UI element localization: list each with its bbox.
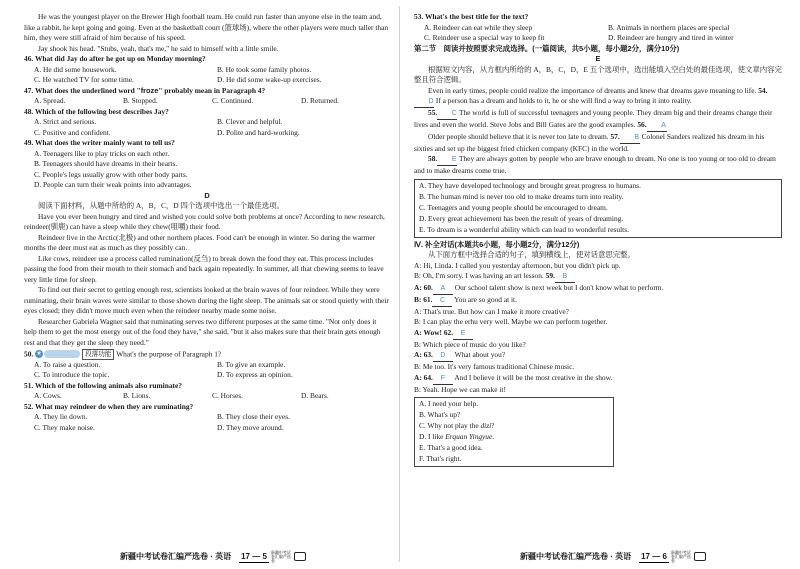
blank-number: A: 63. bbox=[414, 350, 433, 360]
text: . bbox=[492, 432, 495, 442]
passage-e-paragraph bbox=[414, 108, 782, 132]
answer-61[interactable]: C bbox=[432, 296, 452, 307]
option[interactable]: D. They move around. bbox=[217, 422, 284, 432]
options-box-e bbox=[414, 179, 782, 238]
blank-number: A: Wow! 62. bbox=[414, 328, 454, 337]
star-icon: ★ bbox=[36, 351, 42, 358]
option[interactable]: C. He watched TV for some time. bbox=[34, 75, 134, 85]
option[interactable]: B. Lions. bbox=[123, 391, 151, 401]
text: Colonel Sanders realized his dream in his sixties and set up the biggest fried chicken company (KFC) in the world. bbox=[414, 131, 765, 153]
question-50 bbox=[24, 349, 390, 360]
footer-title: 新疆中考试卷汇编严选卷 · 英语 bbox=[120, 552, 232, 562]
box-option: C. Teenagers and young people should be encouraged to dream. bbox=[419, 202, 608, 212]
options-box-dialogue bbox=[414, 397, 614, 467]
answer-58[interactable]: E bbox=[437, 155, 457, 166]
blank-number: 57. bbox=[610, 131, 620, 141]
answer-64[interactable]: F bbox=[433, 374, 453, 385]
question-48-options bbox=[24, 117, 390, 128]
question-53: 53. What's the best title for the text? bbox=[414, 12, 529, 21]
badge-label: 段落功能 bbox=[82, 349, 114, 360]
option[interactable]: D. He did some wake-up exercises. bbox=[217, 75, 322, 85]
section-4-heading: Ⅳ. 补全对话(本题共6小题，每小题2分，满分12分) bbox=[414, 239, 580, 249]
passage-c-paragraph: He was the youngest player on the Brewer High football team. He could run faster than anyone else in the team and, like a rabbit, he kept going and going. Even at the basketball court (篮球场), where the other players were much taller than him, they were still afraid of him because of his speed. bbox=[24, 12, 389, 43]
question-47 bbox=[24, 86, 390, 97]
dialogue-line bbox=[414, 271, 782, 283]
dialogue-line: B: Which piece of music do you like? bbox=[414, 339, 526, 349]
option[interactable]: B. Teenagers should have dreams in their hearts. bbox=[34, 159, 178, 169]
question-50-text: What's the purpose of Paragraph 1? bbox=[116, 348, 222, 358]
text: Erquan Yingyue bbox=[445, 432, 493, 442]
dialogue-line bbox=[414, 295, 782, 307]
box-option bbox=[419, 421, 609, 432]
dialogue-line: B: Yeah. Hope we can make it! bbox=[414, 384, 506, 394]
question-type-badge bbox=[35, 349, 114, 360]
footer-mini-text: 新疆中考试卷汇编严选卷 bbox=[270, 549, 291, 563]
dialogue-line: B: Me too. It's very famous traditional Chinese music. bbox=[414, 362, 575, 372]
passage-d-paragraph: Reindeer live in the Arctic(北极) and other northern places. Food can't be enough in winter. So during the warmer months the deer must eat as much as they possibly can. bbox=[24, 232, 376, 253]
option[interactable]: D. Returned. bbox=[301, 96, 339, 106]
question-53-options bbox=[414, 23, 782, 34]
option[interactable]: A. Spread. bbox=[34, 96, 66, 106]
blank-number: 54. bbox=[758, 85, 768, 95]
option[interactable]: A. To raise a question. bbox=[34, 359, 101, 369]
option[interactable]: B. Stopped. bbox=[123, 96, 158, 106]
answer-59[interactable]: B bbox=[555, 272, 575, 283]
footer-title: 新疆中考试卷汇编严选卷 · 英语 bbox=[520, 552, 632, 562]
text: And I believe it will be the most creative in the show. bbox=[454, 372, 613, 382]
option[interactable]: D. People can turn their weak points into advantages. bbox=[34, 180, 192, 190]
page-number: 17 — 5 bbox=[239, 551, 269, 563]
option[interactable]: A. Cows. bbox=[34, 391, 62, 401]
text: The world is full of successful teenagers and young people. They dream big and their dreams change their lives and even the world. Steve Jobs and Bill Gates are the good examples. bbox=[414, 108, 773, 129]
question-48: 48. Which of the following best describes Jay? bbox=[24, 106, 169, 116]
blank-number: 55. bbox=[428, 108, 438, 118]
passage-e-paragraph bbox=[414, 154, 782, 176]
answer-62[interactable]: E bbox=[453, 329, 473, 340]
dialogue-line: B: I can play the erhu very well. Maybe we can perform together. bbox=[414, 317, 608, 327]
text: dizi bbox=[480, 421, 492, 431]
box-option: B. What's up? bbox=[419, 410, 461, 420]
publisher-logo-icon bbox=[294, 552, 306, 561]
answer-57[interactable]: B bbox=[620, 133, 640, 144]
blank-number: 59. bbox=[545, 271, 555, 281]
text: C. Why not play the bbox=[419, 421, 481, 431]
text: B: Oh, I'm sorry. I was having an art lesson. bbox=[414, 271, 544, 281]
answer-56[interactable]: A bbox=[647, 121, 667, 132]
option[interactable]: C. Reindeer use a special way to keep fit bbox=[424, 33, 545, 43]
answer-60[interactable]: A bbox=[433, 284, 453, 295]
question-47-options bbox=[24, 96, 390, 107]
box-option bbox=[419, 432, 609, 443]
option[interactable]: D. Polite and hard-working. bbox=[217, 127, 300, 137]
text: You are so good at it. bbox=[454, 295, 517, 305]
box-option: D. Every great achievement has been the result of years of dreaming. bbox=[419, 213, 624, 223]
question-49: 49. What does the writer mainly want to tell us? bbox=[24, 138, 175, 148]
dialogue-line bbox=[414, 328, 782, 340]
passage-d-paragraph: Like cows, reindeer use a process called rumination(反刍) to break down the food they eat. This process includes passing the food from their mouth to their stomach and back again repeatedly. In summer, all that chewing seems to leave very little time for sleep. bbox=[24, 253, 384, 284]
section-2-heading: 第二节 阅读并按照要求完成选择。(一篇阅读，共5小题，每小题2分，满分10分) bbox=[414, 43, 680, 53]
text: D. I like bbox=[419, 432, 446, 442]
option[interactable]: D. Bears. bbox=[301, 391, 329, 401]
text: They are always gotten by people who are brave enough to dream. No one is too young or too old to dream and to make dreams come true. bbox=[414, 154, 776, 176]
option[interactable]: C. Continued. bbox=[212, 96, 254, 106]
passage-d-paragraph: To find out their secret to getting enough rest, scientists looked at the brain waves of four reindeer. While they were ruminating, their brain waves were similar to those shown during the light sleep. The animals sat or stood quietly with their eyes closed; they didn't move much even when the reindeer nearby made some noise. bbox=[24, 285, 389, 316]
box-option: B. The human mind is never too old to make dreams turn into reality. bbox=[419, 191, 624, 201]
option[interactable]: C. To introduce the topic. bbox=[34, 370, 110, 380]
passage-e-heading: E bbox=[595, 54, 601, 64]
option[interactable]: A. Strict and serious. bbox=[34, 117, 97, 127]
section-4-instruction: 从下面方框中选择合适的句子，填到横线上，使对话意思完整。 bbox=[428, 250, 635, 260]
question-51: 51. Which of the following animals also ruminate? bbox=[24, 380, 182, 390]
question-46-options bbox=[24, 75, 390, 86]
question-51-options bbox=[24, 391, 390, 402]
box-option: E. That's a good idea. bbox=[419, 443, 483, 453]
option[interactable]: B. To give an example. bbox=[217, 359, 286, 369]
answer-55[interactable]: C bbox=[437, 109, 457, 120]
page-footer bbox=[120, 551, 306, 563]
question-48-options bbox=[24, 128, 390, 139]
question-50-options bbox=[24, 360, 390, 371]
question-52: 52. What may reindeer do when they are ruminating? bbox=[24, 401, 194, 411]
question-50-number: 50. bbox=[24, 348, 34, 358]
question-47-word: froze bbox=[140, 85, 159, 95]
option[interactable]: D. To express an opinion. bbox=[217, 370, 293, 380]
dialogue-line bbox=[414, 373, 782, 385]
option[interactable]: A. He did some housework. bbox=[34, 64, 117, 74]
passage-d-paragraph: Researcher Gabriela Wagner said that ruminating serves two different purposes at the same time. "Not only does it help them to get the most energy out of the food they have," she said, "but it also makes sure that their brain gets enough rest and that they get the sleep they need." bbox=[24, 316, 381, 347]
passage-e-instruction: 根据短文内容，从方框内所给的 A，B，C，D，E 五个选项中，选出能填入空白处的最佳选项，使文章内容完整且符合逻辑。 bbox=[414, 64, 782, 85]
blank-number: 58. bbox=[428, 154, 438, 164]
answer-54[interactable]: D bbox=[414, 97, 434, 108]
text: ? bbox=[491, 421, 495, 431]
dialogue-line: A: Hi, Linda. I called you yesterday afternoon, but you didn't pick up. bbox=[414, 260, 621, 270]
text: Even in early times, people could realize the importance of dreams and knew that dreams gave meaning to life. bbox=[428, 85, 757, 95]
question-52-options bbox=[24, 412, 390, 423]
page-number: 17 — 6 bbox=[639, 551, 669, 563]
question-50-options bbox=[24, 370, 390, 381]
option[interactable]: C. They make noise. bbox=[34, 422, 95, 432]
question-47-text: " probably mean in Paragraph 4? bbox=[158, 85, 266, 95]
blank-number: A: 60. bbox=[414, 283, 433, 293]
option[interactable]: A. Teenagers like to play tricks on each other. bbox=[34, 148, 170, 158]
right-page bbox=[400, 0, 800, 569]
footer-mini-text: 新疆中考试卷汇编严选卷 bbox=[670, 549, 691, 563]
passage-e-paragraph bbox=[414, 86, 782, 108]
right-column bbox=[414, 12, 782, 469]
blank-number: B: 61. bbox=[414, 295, 433, 305]
option[interactable]: C. People's legs usually grow with other body parts. bbox=[34, 169, 188, 179]
passage-d-heading: D bbox=[204, 190, 210, 200]
box-option: E. To dream is a wonderful ability which can lead to wonderful results. bbox=[419, 224, 629, 234]
box-option: A. They have developed technology and brought great progress to humans. bbox=[419, 180, 641, 190]
box-option: F. That's right. bbox=[419, 454, 462, 464]
left-column bbox=[24, 12, 390, 433]
question-47-text: 47. What does the underlined word " bbox=[24, 85, 141, 95]
question-46: 46. What did Jay do after he got up on Monday morning? bbox=[24, 54, 206, 64]
page-footer bbox=[520, 551, 706, 563]
text: Older people should believe that it is never too late to dream. bbox=[428, 131, 609, 141]
box-option: A. I need your help. bbox=[419, 399, 479, 409]
option[interactable]: A. They lie down. bbox=[34, 412, 88, 422]
question-53-options bbox=[414, 33, 782, 44]
answer-63[interactable]: D bbox=[433, 351, 453, 362]
passage-d-instruction: 阅读下面材料，从题中所给的 A，B，C，D 四个选项中选出一个最佳选项。 bbox=[38, 201, 284, 211]
option[interactable]: B. They close their eyes. bbox=[217, 412, 290, 422]
passage-c-paragraph: Jay shook his head. "Stubs, yeah, that's me," he said to himself with a little smile. bbox=[38, 43, 279, 53]
question-52-options bbox=[24, 423, 390, 434]
dialogue-line bbox=[414, 283, 782, 295]
dialogue-line: A: That's true. But how can I make it more creative? bbox=[414, 306, 569, 316]
text: Our school talent show is next week but I don't know what to perform. bbox=[454, 283, 664, 293]
option[interactable]: B. He took some family photos. bbox=[217, 64, 312, 74]
publisher-logo-icon bbox=[694, 552, 706, 561]
blank-number: 56. bbox=[637, 120, 647, 129]
passage-e-paragraph bbox=[414, 132, 782, 154]
option[interactable]: C. Positive and confident. bbox=[34, 127, 111, 137]
badge-highlight bbox=[44, 350, 80, 358]
option[interactable]: C. Horses. bbox=[212, 391, 243, 401]
text: If a person has a dream and holds to it, he or she will find a way to bring it into reality. bbox=[435, 96, 692, 106]
option[interactable]: D. Reindeer are hungry and tired in winter bbox=[608, 33, 734, 43]
passage-d-paragraph: Have you ever been hungry and tired and wished you could solve both problems at once? According to new research, reindeer(驯鹿) can have a sleep while they chew(咀嚼) their food. bbox=[24, 211, 385, 232]
dialogue-line bbox=[414, 350, 782, 362]
option[interactable]: B. Clever and helpful. bbox=[217, 117, 283, 127]
question-46-options bbox=[24, 65, 390, 76]
text: What about you? bbox=[454, 350, 506, 360]
option[interactable]: B. Animals in northern places are special bbox=[608, 22, 730, 32]
blank-number: A: 64. bbox=[414, 372, 433, 382]
option[interactable]: A. Reindeer can eat while they sleep bbox=[424, 22, 533, 32]
